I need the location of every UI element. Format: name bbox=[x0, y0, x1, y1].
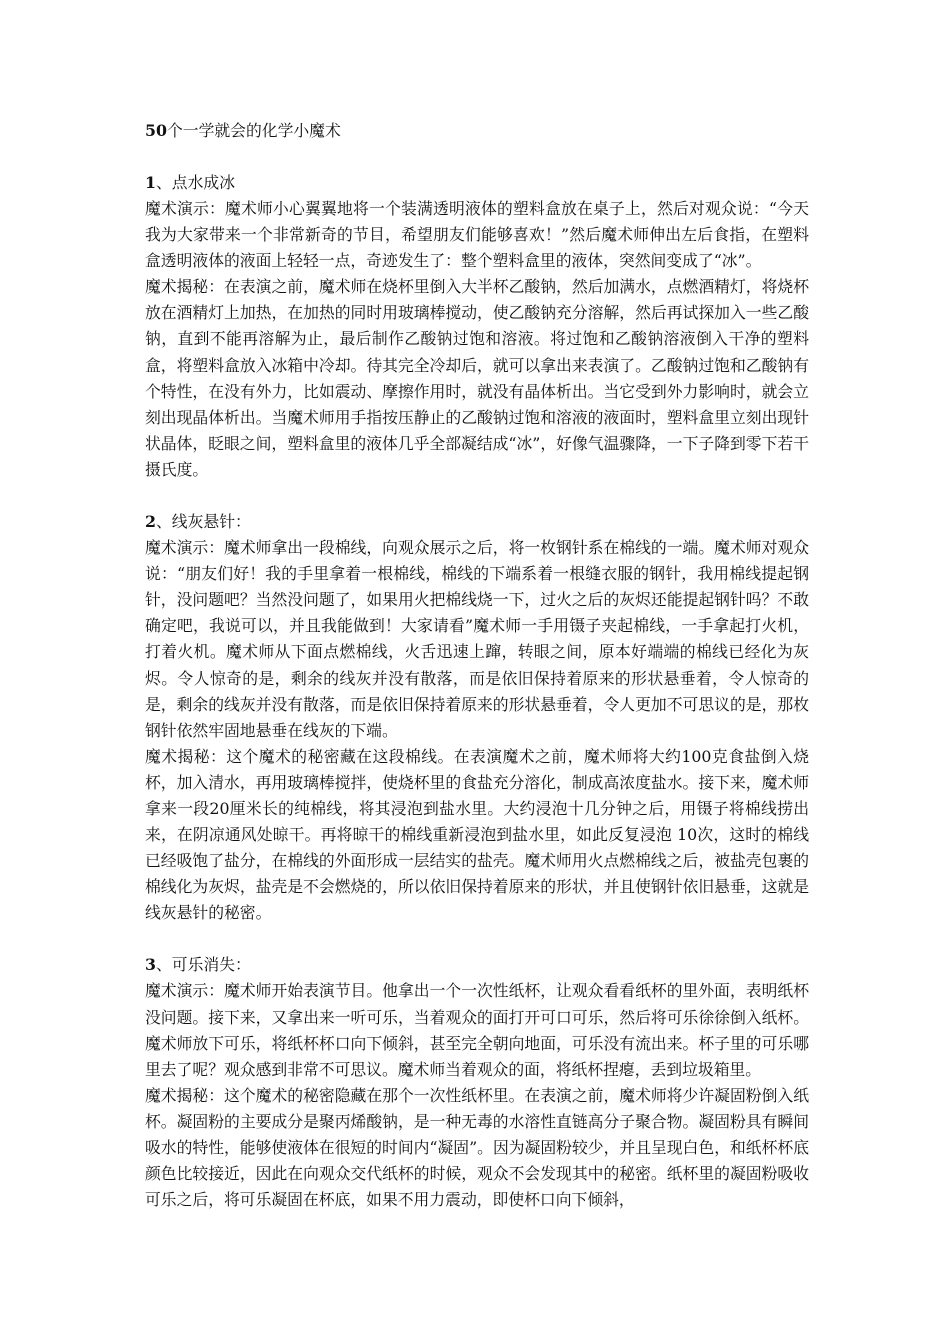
paragraph-reveal: 魔术揭秘：这个魔术的秘密隐藏在那个一次性纸杯里。在表演之前，魔术师将少许凝固粉倒入纸杯。凝固粉的主要成分是聚丙烯酸钠，是一种无毒的水溶性直链高分子聚合物。凝固粉具有瞬间吸水的特性，能够使液体在很短的时间内“凝固”。因为凝固粉较少，并且呈现白色，和纸杯杯底颜色比较接近，因此在向观众交代纸杯的时候，观众不会发现其中的秘密。纸杯里的凝固粉吸收可乐之后，将可乐凝固在杯底，如果不用力震动，即使杯口向下倾斜， bbox=[145, 1085, 809, 1210]
paragraph-demo: 魔术演示：魔术师小心翼翼地将一个装满透明液体的塑料盒放在桌子上，然后对观众说：“今天我为大家带来一个非常新奇的节目，希望朋友们能够喜欢！”然后魔术师伸出左后食指，在塑料盒透明液体的液面上轻轻一点，奇迹发生了：整个塑料盒里的液体，突然间变成了“冰”。 bbox=[145, 199, 809, 271]
document-title bbox=[145, 118, 809, 144]
section-2 bbox=[145, 509, 809, 926]
section-title: 、可乐消失： bbox=[156, 955, 251, 975]
section-3 bbox=[145, 952, 809, 1213]
paragraph-demo: 魔术演示：魔术师开始表演节目。他拿出一个一次性纸杯，让观众看看纸杯的里外面，表明纸杯没问题。接下来，又拿出来一听可乐，当着观众的面打开可口可乐，然后将可乐徐徐倒入纸杯。魔术师放下可乐，将纸杯杯口向下倾斜，甚至完全朝向地面，可乐没有流出来。杯子里的可乐哪里去了呢？观众感到非常不可思议。魔术师当着观众的面，将纸杯捏瘪，丢到垃圾箱里。 bbox=[145, 981, 809, 1079]
title-number: 50 bbox=[145, 121, 167, 140]
section-heading bbox=[145, 509, 809, 535]
section-number: 2 bbox=[145, 512, 156, 532]
section-number: 1 bbox=[145, 173, 156, 192]
paragraph-reveal: 魔术揭秘：在表演之前，魔术师在烧杯里倒入大半杯乙酸钠，然后加满水，点燃酒精灯，将烧杯放在酒精灯上加热，在加热的同时用玻璃棒搅动，使乙酸钠充分溶解，然后再试探加入一些乙酸钠，直到不能再溶解为止，最后制作乙酸钠过饱和溶液。将过饱和乙酸钠溶液倒入干净的塑料盒，将塑料盒放入冰箱中冷却。待其完全冷却后，就可以拿出来表演了。乙酸钠过饱和乙酸钠有个特性，在没有外力，比如震动、摩擦作用时，就没有晶体析出。当它受到外力影响时，就会立刻出现晶体析出。当魔术师用手指按压静止的乙酸钠过饱和溶液的液面时，塑料盒里立刻出现针状晶体，眨眼之间，塑料盒里的液体几乎全部凝结成“冰”，好像气温骤降，一下子降到零下若干摄氏度。 bbox=[145, 277, 809, 479]
section-number: 3 bbox=[145, 955, 156, 975]
paragraph-demo: 魔术演示：魔术师拿出一段棉线，向观众展示之后，将一枚钢针系在棉线的一端。魔术师对观众说：“朋友们好！我的手里拿着一根棉线，棉线的下端系着一根缝衣服的钢针，我用棉线提起钢针，没问题吧？当然没问题了，如果用火把棉线烧一下，过火之后的灰烬还能提起钢针吗？不敢确定吧，我说可以，并且我能做到！大家请看”魔术师一手用镊子夹起棉线，一手拿起打火机，打着火机。魔术师从下面点燃棉线，火舌迅速上蹿，转眼之间，原本好端端的棉线已经化为灰烬。令人惊奇的是，剩余的线灰并没有散落，而是依旧保持着原来的形状悬垂着，令人惊奇的是，剩余的线灰并没有散落，而是依旧保持着原来的形状悬垂着，令人更加不可思议的是，那枚钢针依然牢固地悬垂在线灰的下端。 bbox=[145, 538, 809, 740]
section-title: 、点水成冰 bbox=[156, 173, 235, 192]
section-heading bbox=[145, 170, 809, 196]
title-text: 个一学就会的化学小魔术 bbox=[166, 121, 341, 140]
section-1 bbox=[145, 170, 809, 483]
section-title: 、线灰悬针： bbox=[156, 512, 251, 532]
paragraph-reveal: 魔术揭秘：这个魔术的秘密藏在这段棉线。在表演魔术之前，魔术师将大约100克食盐倒入烧杯，加入清水，再用玻璃棒搅拌，使烧杯里的食盐充分溶化，制成高浓度盐水。接下来，魔术师拿来一段20厘米长的纯棉线，将其浸泡到盐水里。大约浸泡十几分钟之后，用镊子将棉线捞出来，在阴凉通风处晾干。再将晾干的棉线重新浸泡到盐水里，如此反复浸泡 10次，这时的棉线已经吸饱了盐分，在棉线的外面形成一层结实的盐壳。魔术师用火点燃棉线之后，被盐壳包裹的棉线化为灰烬，盐壳是不会燃烧的，所以依旧保持着原来的形状，并且使钢针依旧悬垂，这就是线灰悬针的秘密。 bbox=[145, 746, 809, 923]
section-heading bbox=[145, 952, 809, 978]
document-page bbox=[145, 118, 809, 1239]
